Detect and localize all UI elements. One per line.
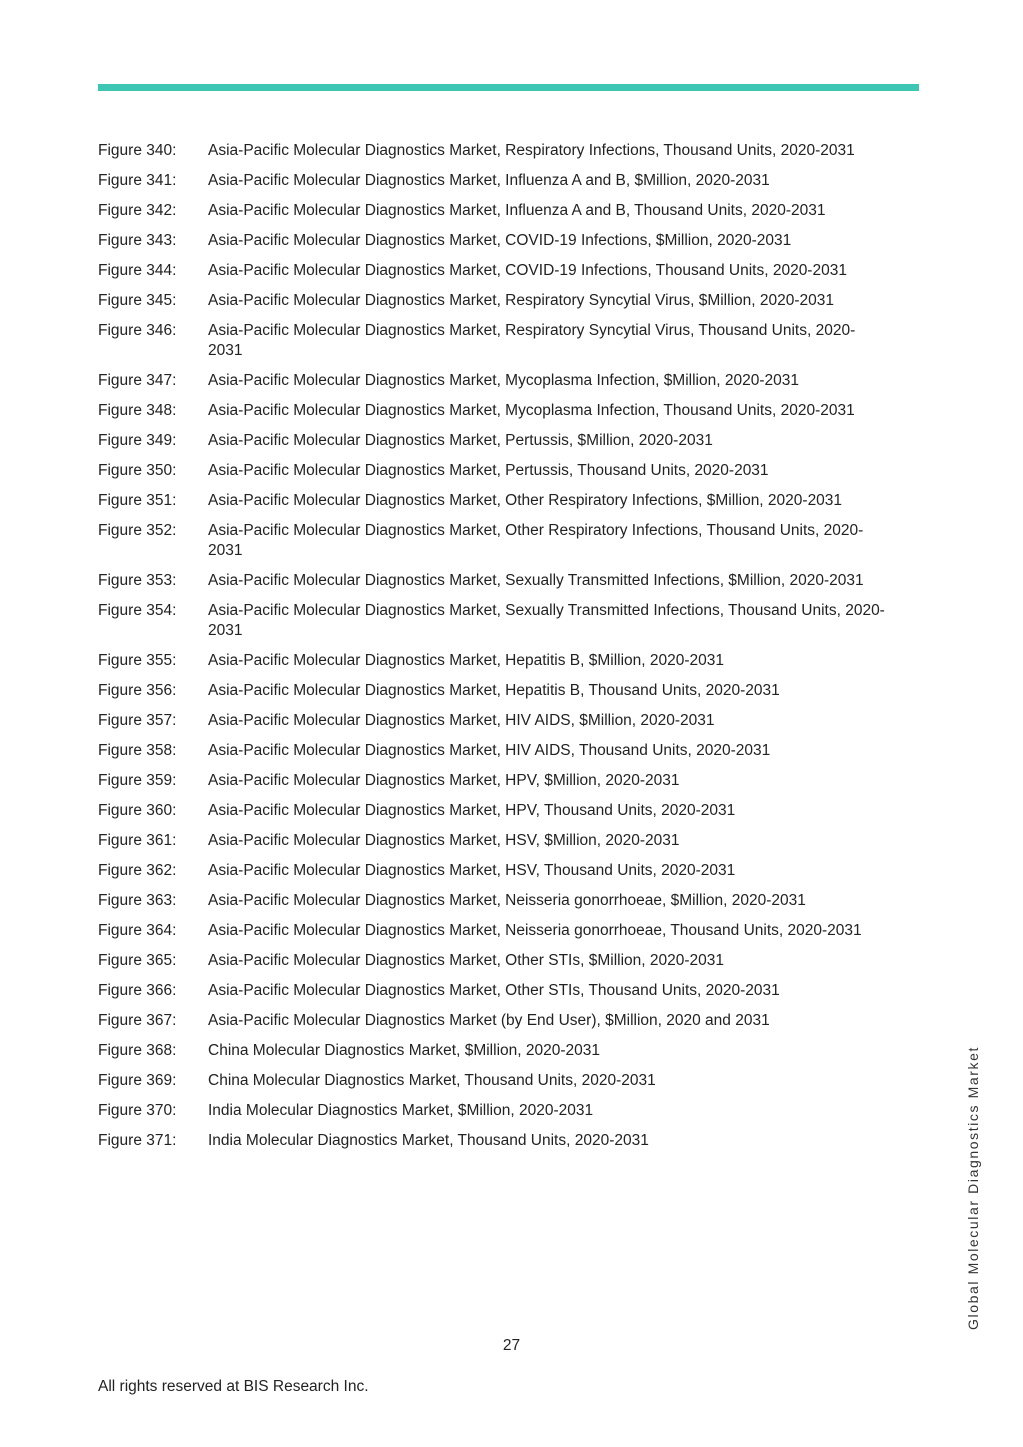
list-item — [98, 681, 898, 701]
figure-title: Asia-Pacific Molecular Diagnostics Market, HIV AIDS, Thousand Units, 2020-2031 — [208, 742, 771, 759]
list-item — [98, 861, 898, 881]
figure-number: Figure 352: — [98, 522, 177, 539]
figure-title: Asia-Pacific Molecular Diagnostics Market, HPV, Thousand Units, 2020-2031 — [208, 802, 736, 819]
list-item — [98, 171, 898, 191]
figure-title: China Molecular Diagnostics Market, $Million, 2020-2031 — [208, 1042, 600, 1059]
list-item — [98, 831, 898, 851]
figure-number: Figure 356: — [98, 682, 177, 699]
figure-number: Figure 361: — [98, 832, 177, 849]
list-item — [98, 981, 898, 1001]
list-item — [98, 201, 898, 221]
figure-title: Asia-Pacific Molecular Diagnostics Market, Neisseria gonorrhoeae, Thousand Units, 2020-2031 — [208, 922, 862, 939]
page-number: 27 — [502, 1337, 521, 1354]
figure-title: Asia-Pacific Molecular Diagnostics Market, Other STIs, Thousand Units, 2020-2031 — [208, 982, 780, 999]
figure-number: Figure 358: — [98, 742, 177, 759]
list-item — [98, 231, 898, 251]
figure-number: Figure 344: — [98, 262, 177, 279]
figure-number: Figure 370: — [98, 1102, 177, 1119]
list-of-figures — [98, 141, 898, 1161]
figure-number: Figure 362: — [98, 862, 177, 879]
figure-title: Asia-Pacific Molecular Diagnostics Market, COVID-19 Infections, Thousand Units, 2020-2031 — [208, 262, 847, 279]
list-item — [98, 521, 898, 561]
figure-title: Asia-Pacific Molecular Diagnostics Market, Influenza A and B, $Million, 2020-2031 — [208, 172, 770, 189]
list-item — [98, 801, 898, 821]
figure-number: Figure 371: — [98, 1132, 177, 1149]
list-item — [98, 1131, 898, 1151]
list-item — [98, 1041, 898, 1061]
figure-number: Figure 341: — [98, 172, 177, 189]
figure-title: Asia-Pacific Molecular Diagnostics Market, Neisseria gonorrhoeae, $Million, 2020-2031 — [208, 892, 806, 909]
list-item — [98, 261, 898, 281]
figure-title: Asia-Pacific Molecular Diagnostics Market, Respiratory Syncytial Virus, Thousand Units, 2020-2031 — [208, 322, 856, 359]
list-item — [98, 141, 898, 161]
list-item — [98, 401, 898, 421]
figure-number: Figure 364: — [98, 922, 177, 939]
figure-number: Figure 348: — [98, 402, 177, 419]
list-item — [98, 711, 898, 731]
figure-number: Figure 354: — [98, 602, 177, 619]
figure-title: Asia-Pacific Molecular Diagnostics Market, Pertussis, Thousand Units, 2020-2031 — [208, 462, 769, 479]
figure-number: Figure 343: — [98, 232, 177, 249]
figure-title: Asia-Pacific Molecular Diagnostics Market, Respiratory Syncytial Virus, $Million, 2020-2031 — [208, 292, 834, 309]
figure-title: Asia-Pacific Molecular Diagnostics Market, Hepatitis B, $Million, 2020-2031 — [208, 652, 725, 669]
header-accent-bar — [98, 84, 919, 91]
figure-title: Asia-Pacific Molecular Diagnostics Market, HSV, Thousand Units, 2020-2031 — [208, 862, 736, 879]
figure-title: India Molecular Diagnostics Market, $Million, 2020-2031 — [208, 1102, 594, 1119]
list-item — [98, 491, 898, 511]
figure-title: Asia-Pacific Molecular Diagnostics Market, Mycoplasma Infection, Thousand Units, 2020-2031 — [208, 402, 855, 419]
figure-title: Asia-Pacific Molecular Diagnostics Market, Sexually Transmitted Infections, $Million, 2020-2031 — [208, 572, 864, 589]
list-item — [98, 321, 898, 361]
list-item — [98, 461, 898, 481]
figure-title: Asia-Pacific Molecular Diagnostics Market, Other STIs, $Million, 2020-2031 — [208, 952, 725, 969]
figure-title: Asia-Pacific Molecular Diagnostics Market, Other Respiratory Infections, Thousand Units, 2020-2031 — [208, 522, 864, 559]
list-item — [98, 1101, 898, 1121]
figure-title: Asia-Pacific Molecular Diagnostics Market, Sexually Transmitted Infections, Thousand Units, 2020-2031 — [208, 602, 885, 639]
figure-number: Figure 360: — [98, 802, 177, 819]
figure-title: Asia-Pacific Molecular Diagnostics Market, Pertussis, $Million, 2020-2031 — [208, 432, 713, 449]
figure-title: Asia-Pacific Molecular Diagnostics Market, Influenza A and B, Thousand Units, 2020-2031 — [208, 202, 826, 219]
figure-title: Asia-Pacific Molecular Diagnostics Market, Respiratory Infections, Thousand Units, 2020-2031 — [208, 142, 855, 159]
figure-number: Figure 359: — [98, 772, 177, 789]
figure-number: Figure 353: — [98, 572, 177, 589]
figure-title: Asia-Pacific Molecular Diagnostics Market, HPV, $Million, 2020-2031 — [208, 772, 680, 789]
list-item — [98, 601, 898, 641]
figure-number: Figure 342: — [98, 202, 177, 219]
figure-number: Figure 349: — [98, 432, 177, 449]
list-item — [98, 951, 898, 971]
figure-title: Asia-Pacific Molecular Diagnostics Market, Hepatitis B, Thousand Units, 2020-2031 — [208, 682, 780, 699]
list-item — [98, 921, 898, 941]
list-item — [98, 291, 898, 311]
figure-title: Asia-Pacific Molecular Diagnostics Market, Other Respiratory Infections, $Million, 2020-2031 — [208, 492, 843, 509]
footer-copyright: All rights reserved at BIS Research Inc. — [98, 1378, 369, 1395]
figure-number: Figure 347: — [98, 372, 177, 389]
figure-number: Figure 367: — [98, 1012, 177, 1029]
figure-number: Figure 351: — [98, 492, 177, 509]
figure-title: India Molecular Diagnostics Market, Thousand Units, 2020-2031 — [208, 1132, 649, 1149]
figure-number: Figure 345: — [98, 292, 177, 309]
figure-number: Figure 357: — [98, 712, 177, 729]
figure-number: Figure 363: — [98, 892, 177, 909]
list-item — [98, 771, 898, 791]
list-item — [98, 741, 898, 761]
figure-number: Figure 368: — [98, 1042, 177, 1059]
list-item — [98, 431, 898, 451]
figure-title: Asia-Pacific Molecular Diagnostics Market (by End User), $Million, 2020 and 2031 — [208, 1012, 770, 1029]
figure-number: Figure 369: — [98, 1072, 177, 1089]
vertical-report-title: Global Molecular Diagnostics Market — [965, 1046, 981, 1330]
figure-number: Figure 365: — [98, 952, 177, 969]
figure-number: Figure 355: — [98, 652, 177, 669]
figure-title: China Molecular Diagnostics Market, Thousand Units, 2020-2031 — [208, 1072, 656, 1089]
figure-number: Figure 346: — [98, 322, 177, 339]
figure-title: Asia-Pacific Molecular Diagnostics Market, Mycoplasma Infection, $Million, 2020-2031 — [208, 372, 799, 389]
figure-title: Asia-Pacific Molecular Diagnostics Market, HIV AIDS, $Million, 2020-2031 — [208, 712, 715, 729]
list-item — [98, 1071, 898, 1091]
list-item — [98, 1011, 898, 1031]
figure-title: Asia-Pacific Molecular Diagnostics Market, HSV, $Million, 2020-2031 — [208, 832, 680, 849]
list-item — [98, 651, 898, 671]
figure-number: Figure 366: — [98, 982, 177, 999]
figure-number: Figure 340: — [98, 142, 177, 159]
list-item — [98, 571, 898, 591]
list-item — [98, 891, 898, 911]
figure-title: Asia-Pacific Molecular Diagnostics Market, COVID-19 Infections, $Million, 2020-2031 — [208, 232, 792, 249]
list-item — [98, 371, 898, 391]
figure-number: Figure 350: — [98, 462, 177, 479]
